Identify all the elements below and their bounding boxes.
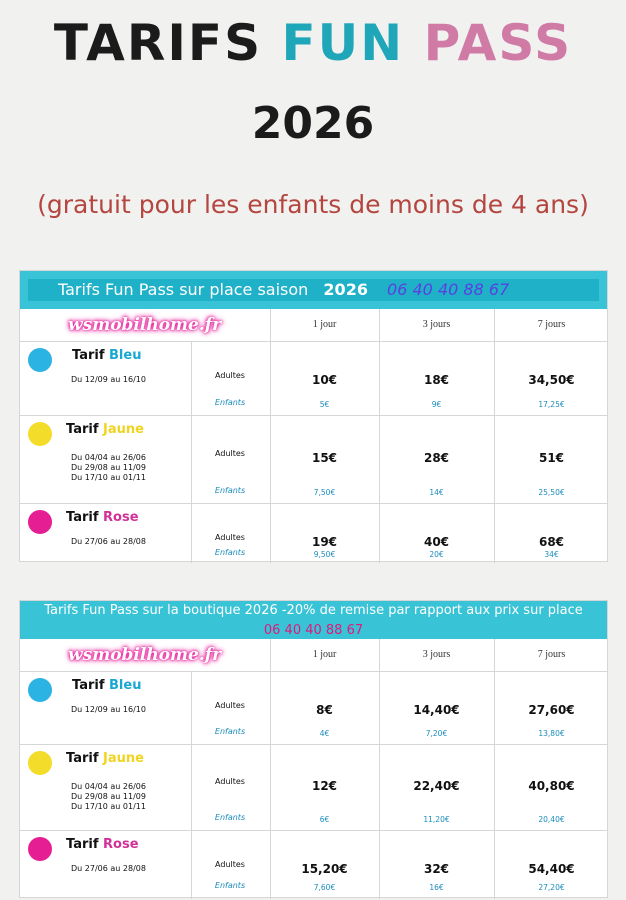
shop-banner	[20, 601, 607, 639]
child-label: Enfants	[214, 813, 246, 822]
shop-banner-phone: 06 40 40 88 67	[263, 623, 364, 638]
bleu-dot-icon	[28, 348, 52, 372]
tarif-dates	[71, 537, 146, 547]
child-price: 9,50€	[313, 550, 336, 559]
child-price: 9€	[431, 400, 442, 409]
date-range: Du 04/04 au 26/06	[71, 782, 146, 791]
onsite-banner	[20, 271, 607, 309]
adult-price: 22,40€	[413, 779, 460, 793]
table-row	[20, 671, 609, 744]
table-row	[20, 503, 609, 565]
date-range: Du 29/08 au 11/09	[71, 792, 146, 801]
onsite-price-table	[19, 270, 608, 562]
tarif-word: Tarif	[72, 348, 110, 363]
tarif-color-name: Rose	[103, 510, 139, 525]
date-range: Du 12/09 au 16/10	[71, 705, 146, 714]
tarif-color-name: Jaune	[103, 422, 144, 437]
tarif-word: Tarif	[66, 837, 104, 852]
tarif-color-name: Bleu	[109, 348, 142, 363]
tarif-dates	[71, 375, 146, 385]
child-price: 13,80€	[538, 729, 565, 738]
table-row	[20, 744, 609, 830]
child-price: 4€	[319, 729, 330, 738]
child-price: 20,40€	[538, 815, 565, 824]
tarif-word: Tarif	[66, 751, 104, 766]
child-price: 7,20€	[425, 729, 448, 738]
date-range: Du 27/06 au 28/08	[71, 537, 146, 546]
tarif-dates	[71, 782, 146, 812]
child-label: Enfants	[214, 548, 246, 557]
onsite-banner-phone: 06 40 40 88 67	[387, 280, 510, 299]
onsite-banner-text: Tarifs Fun Pass sur place saison	[58, 280, 309, 299]
child-price: 7,50€	[313, 488, 336, 497]
child-label: Enfants	[214, 881, 246, 890]
adult-price: 34,50€	[528, 373, 575, 387]
page-subtitle: (gratuit pour les enfants de moins de 4 ans)	[37, 190, 589, 219]
tarif-dates	[71, 705, 146, 715]
brand-logo: wsmobilhome.fr	[68, 315, 222, 335]
child-price: 34€	[544, 550, 559, 559]
child-price: 16€	[429, 883, 444, 892]
adult-price: 12€	[311, 779, 338, 793]
child-price: 14€	[429, 488, 444, 497]
tarif-color-name: Bleu	[109, 678, 142, 693]
tarif-label	[66, 422, 144, 437]
child-price: 20€	[429, 550, 444, 559]
tarif-word: Tarif	[66, 510, 104, 525]
adult-label: Adultes	[215, 449, 245, 458]
tarif-color-name: Rose	[103, 837, 139, 852]
date-range: Du 17/10 au 01/11	[71, 802, 146, 811]
jaune-dot-icon	[28, 422, 52, 446]
adult-price: 8€	[316, 703, 333, 717]
date-range: Du 27/06 au 28/08	[71, 864, 146, 873]
adult-label: Adultes	[215, 533, 245, 542]
child-price: 11,20€	[423, 815, 450, 824]
tarif-color-name: Jaune	[103, 751, 144, 766]
adult-price: 40€	[423, 535, 450, 549]
adult-price: 27,60€	[528, 703, 575, 717]
adult-price: 51€	[538, 451, 565, 465]
tarif-dates	[71, 864, 146, 874]
column-header: 1 jour	[312, 649, 337, 660]
child-label: Enfants	[214, 727, 246, 736]
child-price: 6€	[319, 815, 330, 824]
tarif-label	[72, 678, 141, 693]
column-header: 7 jours	[537, 649, 566, 660]
adult-price: 14,40€	[413, 703, 460, 717]
tarif-label	[66, 751, 144, 766]
table-row	[20, 830, 609, 898]
rose-dot-icon	[28, 837, 52, 861]
adult-label: Adultes	[215, 860, 245, 869]
adult-label: Adultes	[215, 371, 245, 380]
bleu-dot-icon	[28, 678, 52, 702]
column-header: 3 jours	[422, 649, 451, 660]
child-price: 5€	[319, 400, 330, 409]
tarif-label	[72, 348, 141, 363]
date-range: Du 04/04 au 26/06	[71, 453, 146, 462]
adult-price: 15€	[311, 451, 338, 465]
adult-price: 32€	[423, 862, 450, 876]
adult-price: 54,40€	[528, 862, 575, 876]
shop-banner-text: Tarifs Fun Pass sur la boutique 2026 -20% de remise par rapport aux prix sur place	[44, 603, 583, 618]
child-price: 17,25€	[538, 400, 565, 409]
adult-label: Adultes	[215, 701, 245, 710]
child-label: Enfants	[214, 486, 246, 495]
title-fun: FUN	[281, 14, 405, 72]
table-row	[20, 341, 609, 415]
adult-price: 40,80€	[528, 779, 575, 793]
child-label: Enfants	[214, 398, 246, 407]
tarif-label	[66, 510, 139, 525]
date-range: Du 12/09 au 16/10	[71, 375, 146, 384]
jaune-dot-icon	[28, 751, 52, 775]
onsite-banner-year: 2026	[323, 280, 368, 299]
child-price: 27,20€	[538, 883, 565, 892]
brand-logo: wsmobilhome.fr	[68, 645, 222, 665]
date-range: Du 29/08 au 11/09	[71, 463, 146, 472]
tarif-word: Tarif	[66, 422, 104, 437]
title-pass: PASS	[423, 14, 573, 72]
column-header: 1 jour	[312, 319, 337, 330]
title-tarifs: TARIFS	[53, 14, 263, 72]
column-header: 3 jours	[422, 319, 451, 330]
adult-label: Adultes	[215, 777, 245, 786]
page-year: 2026	[251, 98, 375, 149]
tarif-word: Tarif	[72, 678, 110, 693]
adult-price: 28€	[423, 451, 450, 465]
tarif-label	[66, 837, 139, 852]
child-price: 7,60€	[313, 883, 336, 892]
adult-price: 10€	[311, 373, 338, 387]
tarif-dates	[71, 453, 146, 483]
child-price: 25,50€	[538, 488, 565, 497]
adult-price: 18€	[423, 373, 450, 387]
adult-price: 68€	[538, 535, 565, 549]
date-range: Du 17/10 au 01/11	[71, 473, 146, 482]
adult-price: 15,20€	[301, 862, 348, 876]
table-row	[20, 415, 609, 503]
adult-price: 19€	[311, 535, 338, 549]
shop-price-table	[19, 600, 608, 898]
column-header: 7 jours	[537, 319, 566, 330]
page-title	[0, 14, 626, 72]
rose-dot-icon	[28, 510, 52, 534]
